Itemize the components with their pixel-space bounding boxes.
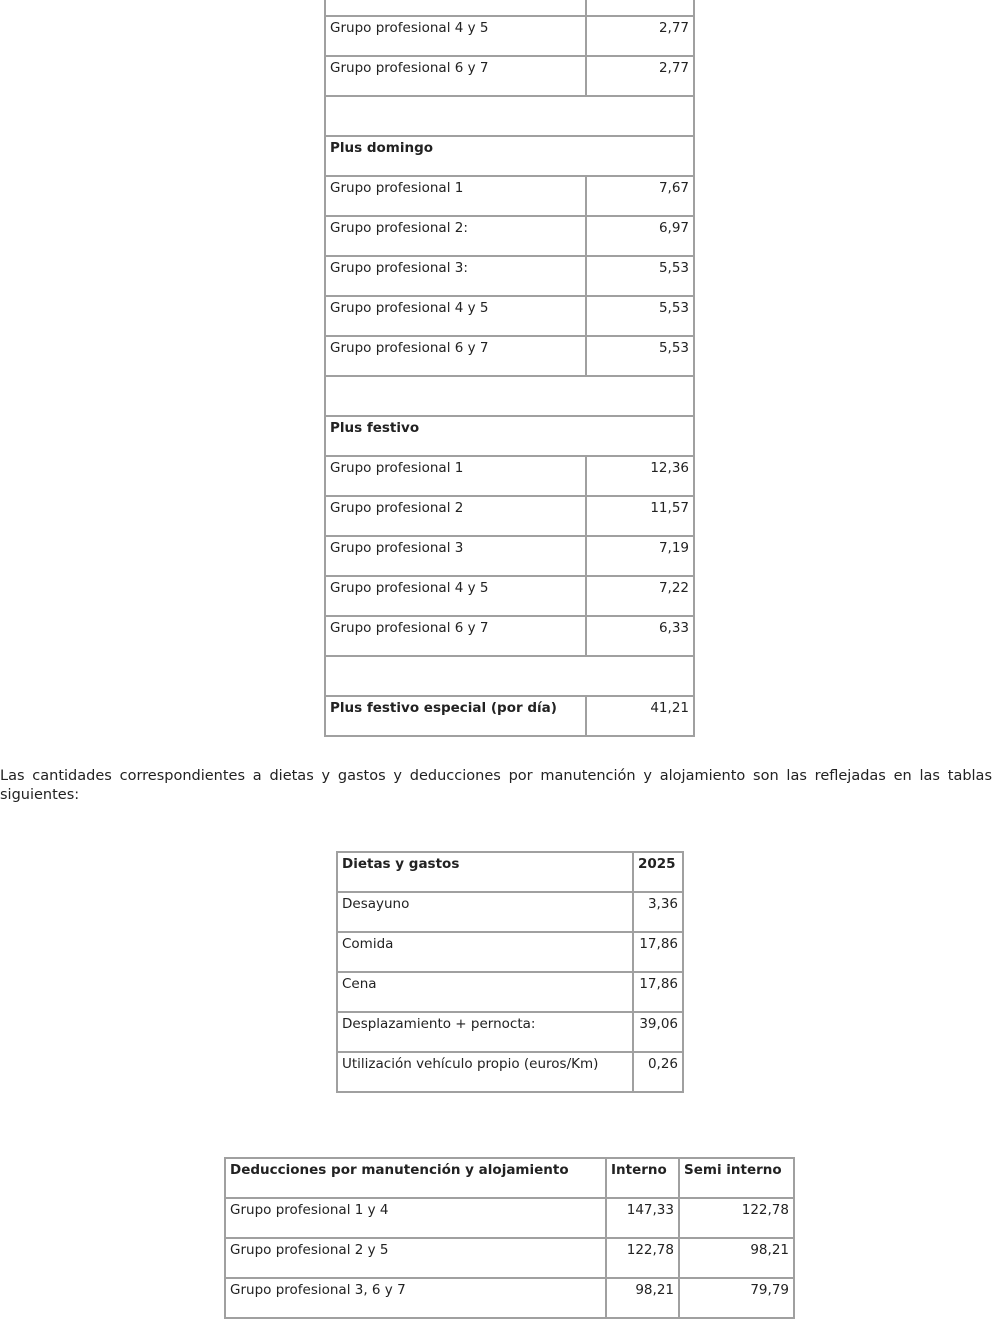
deducciones-table <box>224 1157 795 1319</box>
table-row: Grupo profesional 4 y 5 7,22 <box>325 576 694 616</box>
table-row: Grupo profesional 6 y 7 5,53 <box>325 336 694 376</box>
table-row: Grupo profesional 3 7,19 <box>325 536 694 576</box>
dietas-table <box>336 851 684 1093</box>
table-row: Grupo profesional 4 y 5 2,77 <box>325 16 694 56</box>
table-row: Grupo profesional 6 y 7 2,77 <box>325 56 694 96</box>
spacer-row <box>325 656 694 696</box>
table-row: Grupo profesional 2 11,57 <box>325 496 694 536</box>
table-row: Utilización vehículo propio (euros/Km) 0,26 <box>337 1052 683 1092</box>
table-row: Grupo profesional 3: 5,53 <box>325 256 694 296</box>
table-row: Grupo profesional 2 y 5 122,78 98,21 <box>225 1238 794 1278</box>
table-row: Cena 17,86 <box>337 972 683 1012</box>
table-row: Desayuno 3,36 <box>337 892 683 932</box>
table-header: Dietas y gastos 2025 <box>337 852 683 892</box>
table-row <box>325 0 694 16</box>
pluses-table <box>324 0 695 737</box>
section-header: Plus festivo <box>325 416 694 456</box>
table-row: Grupo profesional 1 7,67 <box>325 176 694 216</box>
intro-paragraph: Las cantidades correspondientes a dietas y gastos y deducciones por manutención y alojamiento son las reflejadas en las tablas siguientes: <box>0 768 992 803</box>
section-header: Plus domingo <box>325 136 694 176</box>
table-row: Plus festivo especial (por día) 41,21 <box>325 696 694 736</box>
table-row: Grupo profesional 3, 6 y 7 98,21 79,79 <box>225 1278 794 1318</box>
table-row: Grupo profesional 2: 6,97 <box>325 216 694 256</box>
table-row: Desplazamiento + pernocta: 39,06 <box>337 1012 683 1052</box>
table-header: Deducciones por manutención y alojamiento Interno Semi interno <box>225 1158 794 1198</box>
table-row: Grupo profesional 4 y 5 5,53 <box>325 296 694 336</box>
table-row: Comida 17,86 <box>337 932 683 972</box>
spacer-row <box>325 376 694 416</box>
spacer-row <box>325 96 694 136</box>
table-row: Grupo profesional 6 y 7 6,33 <box>325 616 694 656</box>
table-row: Grupo profesional 1 y 4 147,33 122,78 <box>225 1198 794 1238</box>
table-row: Grupo profesional 1 12,36 <box>325 456 694 496</box>
